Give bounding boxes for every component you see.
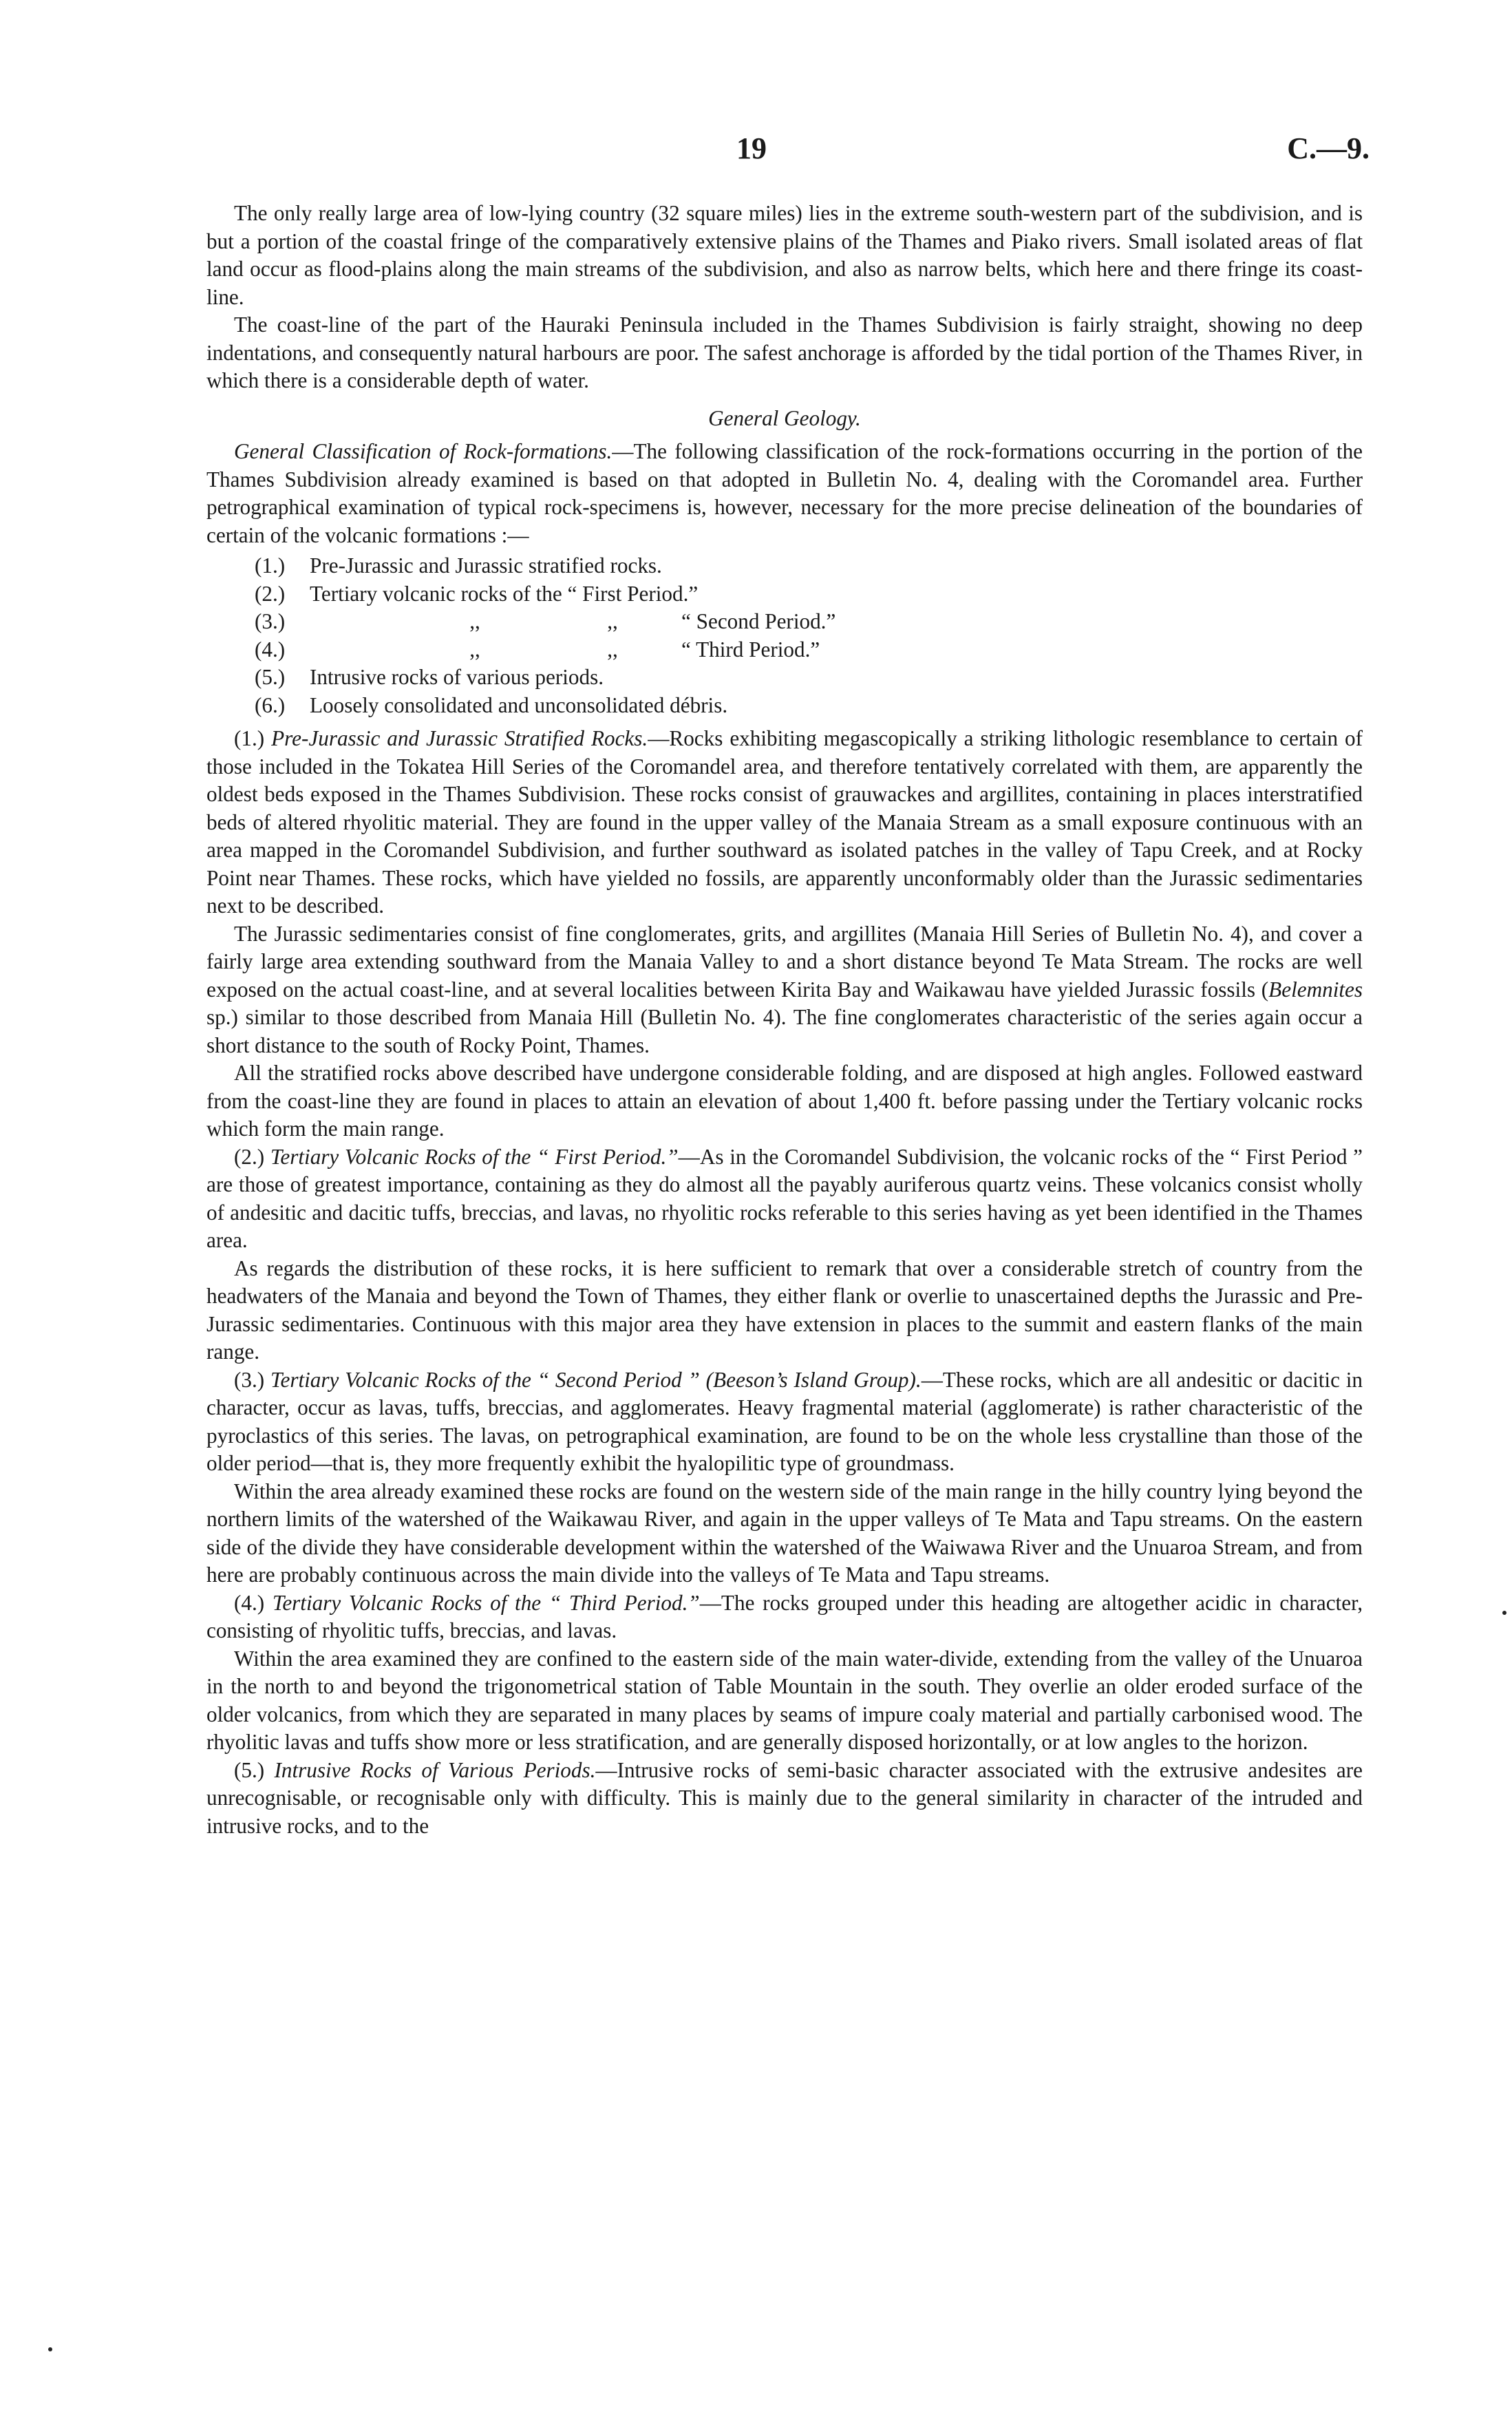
list-item-number: (6.) (255, 692, 286, 717)
paragraph-lead-heading: Tertiary Volcanic Rocks of the “ Second Period ” (Beeson’s Island Group). (270, 1367, 922, 1392)
paragraph-first-period (206, 1143, 1363, 1255)
paragraph-lead-heading: Intrusive Rocks of Various Periods. (274, 1757, 596, 1782)
list-item (255, 664, 1363, 692)
paragraph-number: (4.) (234, 1590, 273, 1615)
paragraph-third-period-area: Within the area examined they are confined to the eastern side of the main water-divide, extending from the valley of the Unuaroa in the north to and beyond the trigonometrical station of Table Mountain in the south. They overlie an older eroded surface of the older volcanics, from which they are separated in many places by seams of impure coaly material and partially carbonised wood. The rhyolitic lavas and tuffs show more or less stratification, and are generally disposed horizontally, or at low angles to the horizon. (206, 1646, 1363, 1754)
list-item-period: “ Second Period.” (681, 609, 836, 633)
paragraph-body: —Rocks exhibiting megascopically a striking lithologic resemblance to certain of those included in the Tokatea Hill Series of the Coromandel area, and therefore tentatively correlated with them, are apparently the oldest beds exposed in the Thames Subdivision. These rocks consist of grauwackes and argillites, containing in places interstratified beds of altered rhyolitic material. They are found in the upper valley of the Manaia Stream as a small exposure continuous with an area mapped in the Coromandel Subdivision, and further southward as isolated patches in the valley of Tapu Creek, and at Rocky Point near Thames. These rocks, which have yielded no fossils, are apparently unconformably older than the Jurassic sedimentaries next to be described. (206, 726, 1363, 918)
paragraph-number: (5.) (234, 1757, 275, 1782)
paragraph-distribution: As regards the distribution of these rocks, it is here sufficient to remark that over a considerable stretch of country from the headwaters of the Manaia and beyond the Town of Thames, they either flank or overlie to unascertained depths the Jurassic and Pre-Jurassic sedimentaries. Continuous with this major area they have extension in places to the summit and eastern flanks of the main range. (206, 1256, 1363, 1364)
paragraph-body-tail: sp.) similar to those described from Manaia Hill (Bulletin No. 4). The fine conglomerates characteristic of the series again occur a short distance to the south of Rocky Point, Thames. (206, 1005, 1363, 1057)
ditto-mark: ,, (607, 637, 618, 662)
scan-speck (48, 2347, 52, 2351)
list-item-text (310, 636, 1363, 664)
page-number: 19 (736, 131, 767, 165)
list-item-number: (5.) (255, 665, 286, 689)
list-item-number: (3.) (255, 609, 286, 633)
list-item-number: (1.) (255, 553, 286, 578)
paragraph-body: The Jurassic sedimentaries consist of fine conglomerates, grits, and argillites (Manaia Hill Series of Bulletin No. 4), and cover a fairly large area extending southward from the Manaia Valley to and a short distance beyond Te Mata Stream. The rocks are well exposed on the actual coast-line, and at several localities between Kirita Bay and Waikawau have yielded Jurassic fossils ( (206, 921, 1363, 1002)
paragraph-body: —These rocks, which are all andesitic or dacitic in character, occur as lavas, tuffs, breccias, and agglomerates. Heavy fragmental material (agglomerate) is rather characteristic of the pyroclastics of this series. The lavas, on petrographical examination, are found to be on the whole less crystalline than those of the older period—that is, they more frequently exhibit the hyalopilitic type of groundmass. (206, 1367, 1363, 1475)
paragraph-intrusive-rocks (206, 1757, 1363, 1841)
section-title-general-geology: General Geology. (708, 405, 861, 430)
paragraph-jurassic-sedimentaries (206, 920, 1363, 1060)
document-reference: C.—9. (1287, 131, 1370, 165)
paragraph-low-lying-country: The only really large area of low-lying country (32 square miles) lies in the extreme south-western part of the subdivision, and is but a portion of the coastal fringe of the comparatively extensive plains of the Thames and Piako rivers. Small isolated areas of flat land occur as flood-plains along the main streams of the subdivision, and also as narrow belts, which here and there fringe its coast-line. (206, 201, 1363, 309)
list-item (255, 692, 1363, 720)
list-item-text: Pre-Jurassic and Jurassic stratified rocks. (310, 553, 662, 578)
list-item (255, 608, 1363, 636)
italic-term: Belemnites (1268, 977, 1363, 1002)
paragraph-lead-heading: Tertiary Volcanic Rocks of the “ Third Period.” (272, 1590, 700, 1615)
paragraph-body: —The rocks grouped under this heading are altogether acidic in character, consisting of rhyolitic tuffs, breccias, and lavas. (206, 1590, 1363, 1642)
paragraph-body: —As in the Coromandel Subdivision, the volcanic rocks of the “ First Period ” are those of greatest importance, containing as they do almost all the payably auriferous quartz veins. These volcanics consist wholly of andesitic and dacitic tuffs, breccias, and lavas, no rhyolitic rocks referable to this series having as yet been identified in the Thames area. (206, 1144, 1363, 1252)
list-item (255, 552, 1363, 580)
paragraph-lead-heading: Tertiary Volcanic Rocks of the “ First Period.” (270, 1144, 679, 1169)
paragraph-stratified-folding: All the stratified rocks above described have undergone considerable folding, and are disposed at high angles. Followed eastward from the coast-line they are found in places to attain an elevation of about 1,400 ft. before passing under the Tertiary volcanic rocks which form the main range. (206, 1061, 1363, 1141)
scan-speck (1502, 1611, 1506, 1615)
list-item-text: Intrusive rocks of various periods. (310, 665, 604, 689)
paragraph-pre-jurassic (206, 725, 1363, 920)
list-item (255, 580, 1363, 609)
list-item-number: (4.) (255, 637, 286, 662)
list-item-number: (2.) (255, 581, 286, 606)
list-item-text: Loosely consolidated and unconsolidated débris. (310, 692, 728, 717)
paragraph-coast-line: The coast-line of the part of the Hauraki Peninsula included in the Thames Subdivision is fairly straight, showing no deep indentations, and consequently natural harbours are poor. The safest anchorage is afforded by the tidal portion of the Thames River, in which there is a considerable depth of water. (206, 313, 1363, 392)
paragraph-lead-heading: General Classification of Rock-formations. (234, 439, 613, 463)
list-item-text: Tertiary volcanic rocks of the “ First Period.” (310, 581, 699, 606)
ditto-mark: ,, (607, 609, 618, 633)
ditto-mark: ,, (469, 637, 480, 662)
list-item-text (310, 608, 1363, 636)
paragraph-classification (206, 438, 1363, 549)
paragraph-body: —Intrusive rocks of semi-basic character associated with the extrusive andesites are unrecognisable, or recognisable only with difficulty. This is mainly due to the general similarity in character of the intruded and intrusive rocks, and to the (206, 1757, 1363, 1838)
paragraph-body: —The following classification of the rock-formations occurring in the portion of the Thames Subdivision already examined is based on that adopted in Bulletin No. 4, dealing with the Coromandel area. Further petrographical examination of typical rock-specimens is, however, necessary for the more precise delineation of the boundaries of certain of the volcanic formations :— (206, 439, 1363, 547)
paragraph-number: (1.) (234, 726, 272, 750)
paragraph-third-period (206, 1589, 1363, 1645)
paragraph-second-period (206, 1366, 1363, 1478)
paragraph-lead-heading: Pre-Jurassic and Jurassic Stratified Rocks. (271, 726, 648, 750)
paragraph-number: (2.) (234, 1144, 270, 1169)
page-header (206, 131, 1370, 172)
paragraph-number: (3.) (234, 1367, 270, 1392)
paragraph-second-period-area: Within the area already examined these rocks are found on the western side of the main range in the hilly country lying beyond the northern limits of the watershed of the Waikawau River, and again in the upper valleys of Te Mata and Tapu streams. On the eastern side of the divide they have considerable development within the watershed of the Waiwawa River and the Unuaroa Stream, and from here are probably continuous across the main divide into the valleys of Te Mata and Tapu streams. (206, 1479, 1363, 1587)
classification-list (206, 552, 1363, 719)
body-text (206, 200, 1363, 1840)
list-item-period: “ Third Period.” (681, 637, 820, 662)
list-item (255, 636, 1363, 664)
ditto-mark: ,, (469, 609, 480, 633)
